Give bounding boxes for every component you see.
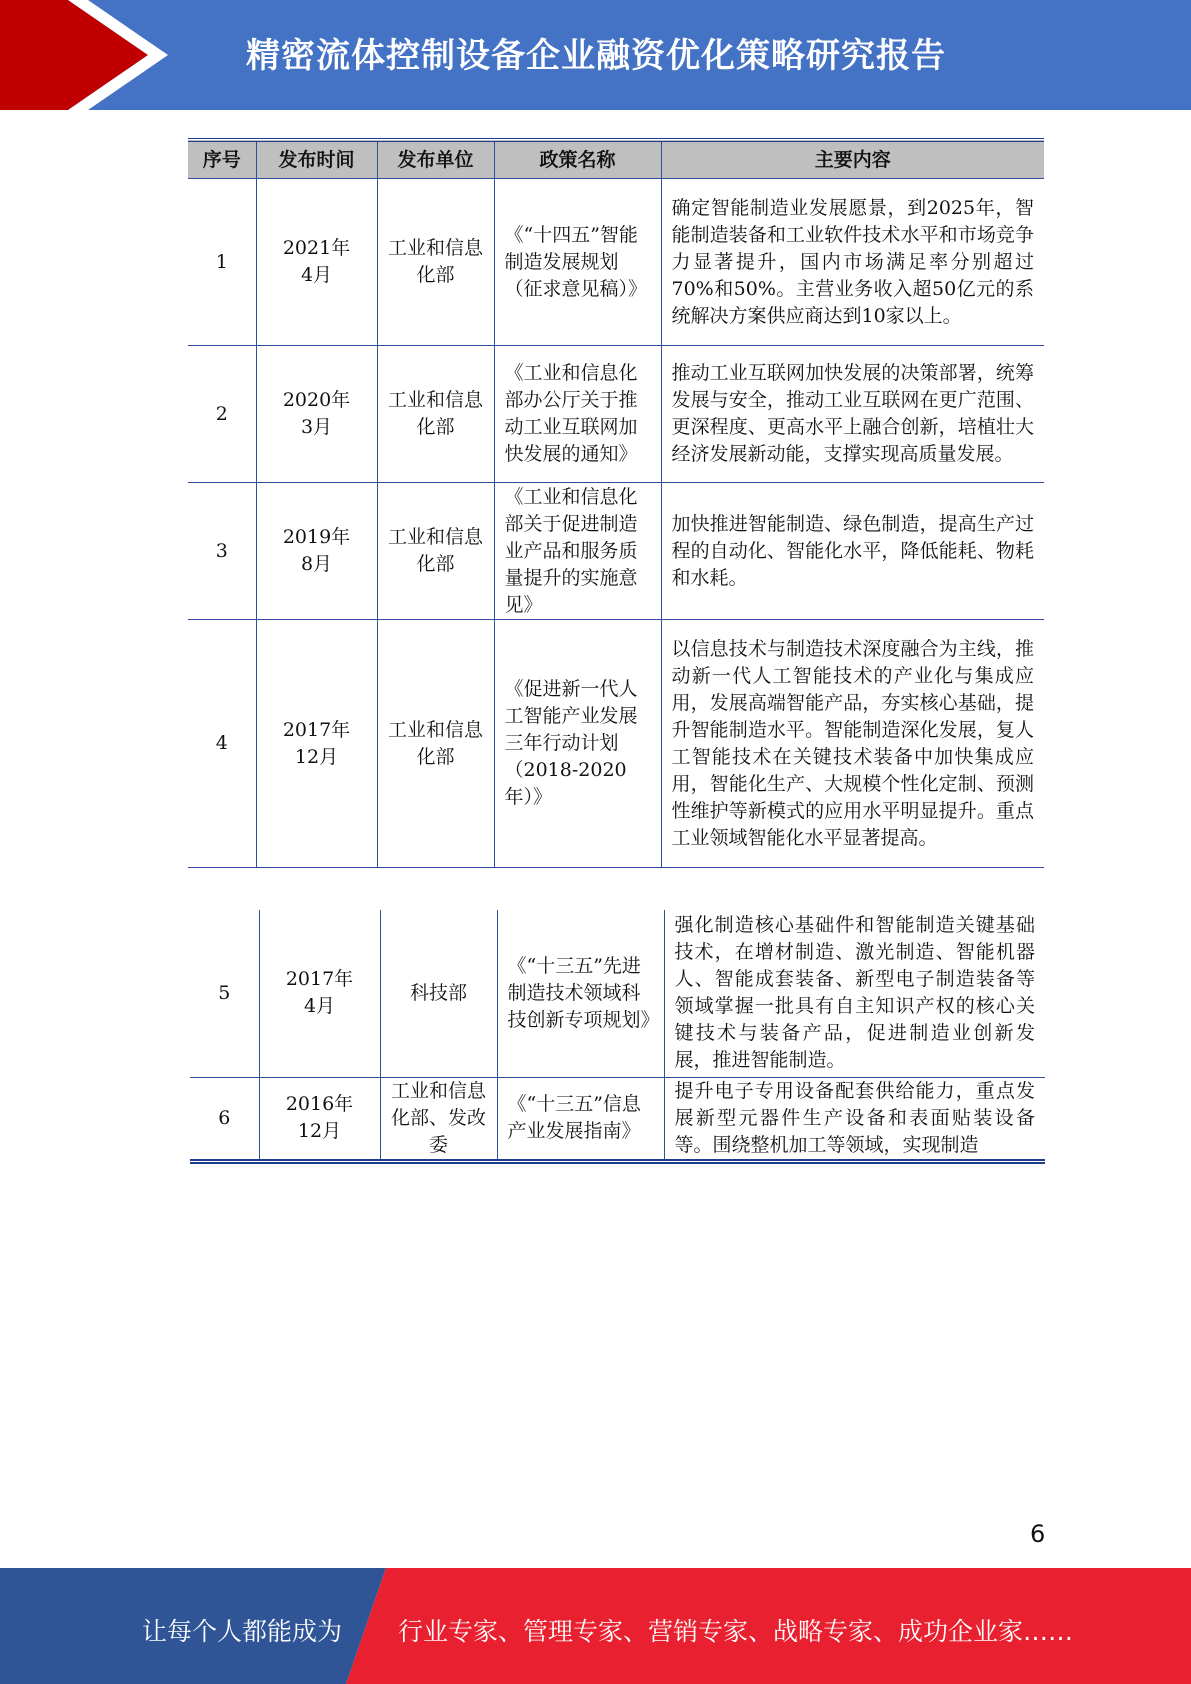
policy-name: 《“十三五”先进制造技术领域科技创新专项规划》 bbox=[497, 910, 664, 1077]
policy-name: 《工业和信息化部关于促进制造业产品和服务质量提升的实施意见》 bbox=[494, 483, 661, 620]
row-number: 6 bbox=[190, 1077, 259, 1161]
row-number: 4 bbox=[188, 620, 256, 868]
release-date: 2017年 4月 bbox=[259, 910, 380, 1077]
policy-content: 强化制造核心基础件和智能制造关键基础技术，在增材制造、激光制造、智能机器人、智能成套装备、新型电子制造装备等领域掌握一批具有自主知识产权的核心关键技术与装备产品，促进制造业创新发展，推进智能制造。 bbox=[664, 910, 1045, 1077]
column-header-unit: 发布单位 bbox=[377, 140, 494, 179]
footer-slogan-right: 行业专家、管理专家、营销专家、战略专家、成功企业家…… bbox=[398, 1617, 1074, 1646]
policy-name: 《工业和信息化部办公厅关于推动工业互联网加快发展的通知》 bbox=[494, 346, 661, 483]
policy-content: 以信息技术与制造技术深度融合为主线，推动新一代人工智能技术的产业化与集成应用，发展高端智能产品，夯实核心基础，提升智能制造水平。智能制造深化发展，复人工智能技术在关键技术装备中加快集成应用，智能化生产、大规模个性化定制、预测性维护等新模式的应用水平明显提升。重点工业领域智能化水平显著提高。 bbox=[661, 620, 1044, 868]
policy-content: 确定智能制造业发展愿景，到2025年，智能制造装备和工业软件技术水平和市场竞争力显著提升，国内市场满足率分别超过70%和50%。主营业务收入超50亿元的系统解决方案供应商达到10家以上。 bbox=[661, 179, 1044, 346]
column-header-name: 政策名称 bbox=[494, 140, 661, 179]
page-header bbox=[0, 0, 1191, 110]
policy-table bbox=[188, 138, 1044, 868]
issuing-unit: 工业和信息化部 bbox=[377, 179, 494, 346]
column-header-no: 序号 bbox=[188, 140, 256, 179]
row-number: 1 bbox=[188, 179, 256, 346]
release-date: 2020年 3月 bbox=[256, 346, 377, 483]
table-row bbox=[190, 910, 1045, 1077]
policy-name: 《“十三五”信息产业发展指南》 bbox=[497, 1077, 664, 1161]
policy-content: 提升电子专用设备配套供给能力，重点发展新型元器件生产设备和表面贴装设备等。围绕整机加工等领域，实现制造 bbox=[664, 1077, 1045, 1161]
issuing-unit: 工业和信息化部、发改委 bbox=[380, 1077, 497, 1161]
issuing-unit: 工业和信息化部 bbox=[377, 620, 494, 868]
table-row bbox=[188, 179, 1044, 346]
footer-slogan-left: 让每个人都能成为 bbox=[142, 1617, 343, 1646]
release-date: 2016年 12月 bbox=[259, 1077, 380, 1161]
table-header-row bbox=[188, 140, 1044, 179]
policy-table-continued bbox=[190, 910, 1045, 1164]
page-footer bbox=[0, 1568, 1191, 1684]
row-number: 2 bbox=[188, 346, 256, 483]
row-number: 3 bbox=[188, 483, 256, 620]
table-row bbox=[188, 620, 1044, 868]
table-row bbox=[188, 346, 1044, 483]
policy-content: 推动工业互联网加快发展的决策部署，统筹发展与安全，推动工业互联网在更广范围、更深程度、更高水平上融合创新，培植壮大经济发展新动能，支撑实现高质量发展。 bbox=[661, 346, 1044, 483]
table-row bbox=[188, 483, 1044, 620]
column-header-content: 主要内容 bbox=[661, 140, 1044, 179]
table-row bbox=[190, 1077, 1045, 1161]
release-date: 2021年 4月 bbox=[256, 179, 377, 346]
column-header-date: 发布时间 bbox=[256, 140, 377, 179]
issuing-unit: 科技部 bbox=[380, 910, 497, 1077]
policy-name: 《促进新一代人工智能产业发展三年行动计划（2018-2020年）》 bbox=[494, 620, 661, 868]
policy-content: 加快推进智能制造、绿色制造，提高生产过程的自动化、智能化水平，降低能耗、物耗和水耗。 bbox=[661, 483, 1044, 620]
release-date: 2017年 12月 bbox=[256, 620, 377, 868]
row-number: 5 bbox=[190, 910, 259, 1077]
page-number: 6 bbox=[1030, 1520, 1046, 1548]
report-title: 精密流体控制设备企业融资优化策略研究报告 bbox=[246, 36, 946, 76]
release-date: 2019年 8月 bbox=[256, 483, 377, 620]
issuing-unit: 工业和信息化部 bbox=[377, 346, 494, 483]
issuing-unit: 工业和信息化部 bbox=[377, 483, 494, 620]
policy-name: 《“十四五”智能制造发展规划（征求意见稿）》 bbox=[494, 179, 661, 346]
